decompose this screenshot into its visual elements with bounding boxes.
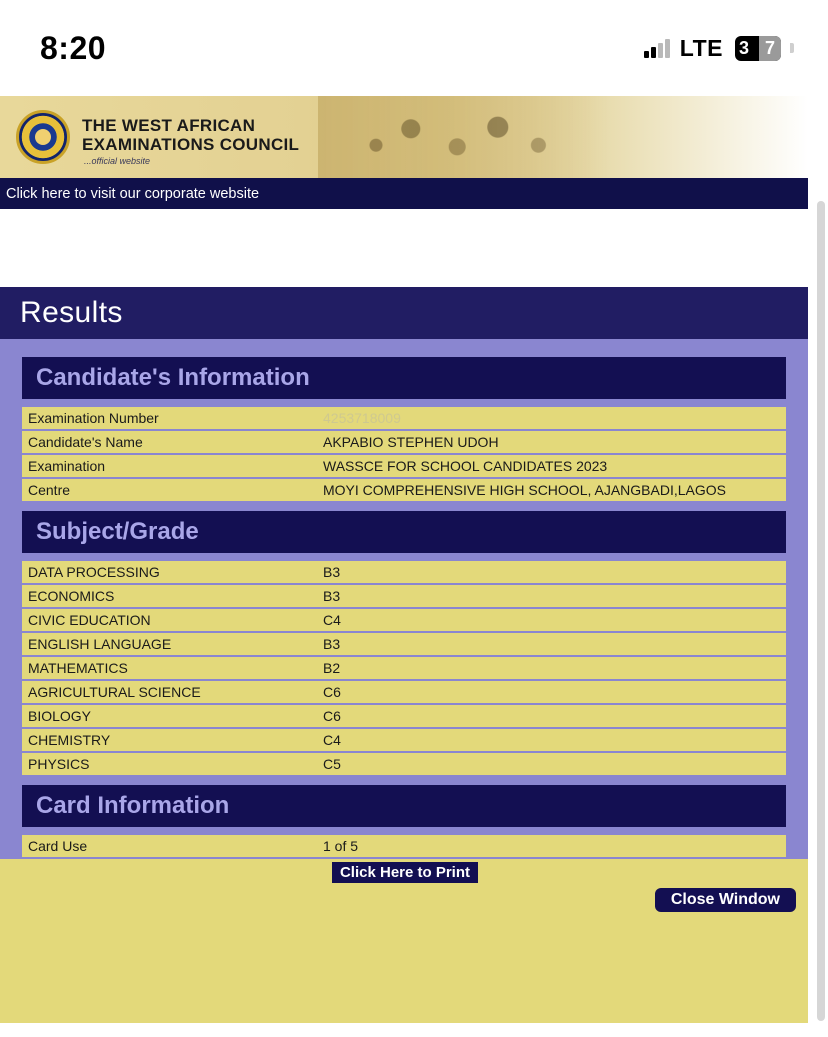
row-value: WASSCE FOR SCHOOL CANDIDATES 2023 — [317, 455, 786, 477]
print-button[interactable]: Click Here to Print — [332, 862, 478, 883]
waec-seal-icon — [16, 110, 70, 164]
page-bottom-fill — [0, 915, 808, 1023]
subject-grade: B3 — [317, 585, 786, 607]
battery-tip-icon — [790, 43, 794, 53]
org-name-line1: THE WEST AFRICAN — [82, 116, 256, 135]
subject-name: PHYSICS — [22, 753, 317, 775]
candidate-information-heading — [22, 357, 786, 399]
subject-name: AGRICULTURAL SCIENCE — [22, 681, 317, 703]
battery-level-right: 7 — [759, 36, 781, 61]
subject-name: BIOLOGY — [22, 705, 317, 727]
cellular-signal-icon — [644, 38, 670, 58]
subject-grade: B2 — [317, 657, 786, 679]
close-row — [0, 885, 808, 915]
subject-grade-heading — [22, 511, 786, 553]
web-page-viewport — [0, 96, 828, 1037]
candidate-information-table — [22, 405, 786, 503]
table-row — [22, 753, 786, 775]
org-name-line2: EXAMINATIONS COUNCIL — [82, 135, 300, 154]
table-row — [22, 585, 786, 607]
subject-grade-heading-label: Subject/Grade — [36, 518, 199, 545]
row-label: Examination — [22, 455, 317, 477]
table-row — [22, 431, 786, 453]
row-label: Card Use — [22, 835, 317, 857]
page-scrollbar[interactable] — [817, 201, 825, 1021]
card-information-heading-label: Card Information — [36, 792, 230, 819]
subject-grade: C4 — [317, 729, 786, 751]
subject-grade: C5 — [317, 753, 786, 775]
org-name — [82, 116, 299, 154]
close-window-button[interactable]: Close Window — [655, 888, 796, 912]
table-row — [22, 729, 786, 751]
table-row — [22, 705, 786, 727]
table-row — [22, 479, 786, 501]
row-value: MOYI COMPREHENSIVE HIGH SCHOOL, AJANGBADI,LAGOS — [317, 479, 786, 501]
subject-grade: B3 — [317, 633, 786, 655]
page-title: Results — [20, 296, 123, 329]
table-row — [22, 657, 786, 679]
table-row — [22, 407, 786, 429]
table-row — [22, 609, 786, 631]
subject-name: CIVIC EDUCATION — [22, 609, 317, 631]
table-row — [22, 835, 786, 857]
subject-grade: C6 — [317, 681, 786, 703]
table-row — [22, 455, 786, 477]
banner-photo — [318, 96, 608, 178]
results-body — [0, 339, 808, 859]
row-value: AKPABIO STEPHEN UDOH — [317, 431, 786, 453]
subject-name: CHEMISTRY — [22, 729, 317, 751]
results-title-bar — [0, 287, 808, 339]
row-label: Centre — [22, 479, 317, 501]
status-time: 8:20 — [40, 29, 107, 66]
candidate-information-heading-label: Candidate's Information — [36, 364, 310, 391]
subject-name: ENGLISH LANGUAGE — [22, 633, 317, 655]
status-indicators — [644, 35, 794, 62]
corporate-link-bar[interactable] — [0, 178, 808, 209]
subject-grade: B3 — [317, 561, 786, 583]
header-spacer — [0, 209, 808, 287]
subject-grade: C6 — [317, 705, 786, 727]
subject-name: ECONOMICS — [22, 585, 317, 607]
site-tagline: ...official website — [84, 156, 151, 166]
subject-grade: C4 — [317, 609, 786, 631]
card-information-heading — [22, 785, 786, 827]
battery-icon — [735, 36, 781, 61]
site-banner — [0, 96, 808, 178]
card-information-table — [22, 833, 786, 859]
table-row — [22, 633, 786, 655]
row-value: 1 of 5 — [317, 835, 786, 857]
row-value: 4253718009 — [317, 407, 786, 429]
row-label: Examination Number — [22, 407, 317, 429]
subject-grade-table — [22, 559, 786, 777]
mobile-status-bar — [0, 0, 828, 96]
corporate-website-link[interactable]: Click here to visit our corporate website — [6, 185, 260, 202]
subject-name: DATA PROCESSING — [22, 561, 317, 583]
row-label: Candidate's Name — [22, 431, 317, 453]
table-row — [22, 561, 786, 583]
subject-name: MATHEMATICS — [22, 657, 317, 679]
print-row — [0, 859, 808, 885]
network-type-label: LTE — [679, 34, 723, 61]
battery-level-left: 3 — [739, 37, 750, 58]
table-row — [22, 681, 786, 703]
